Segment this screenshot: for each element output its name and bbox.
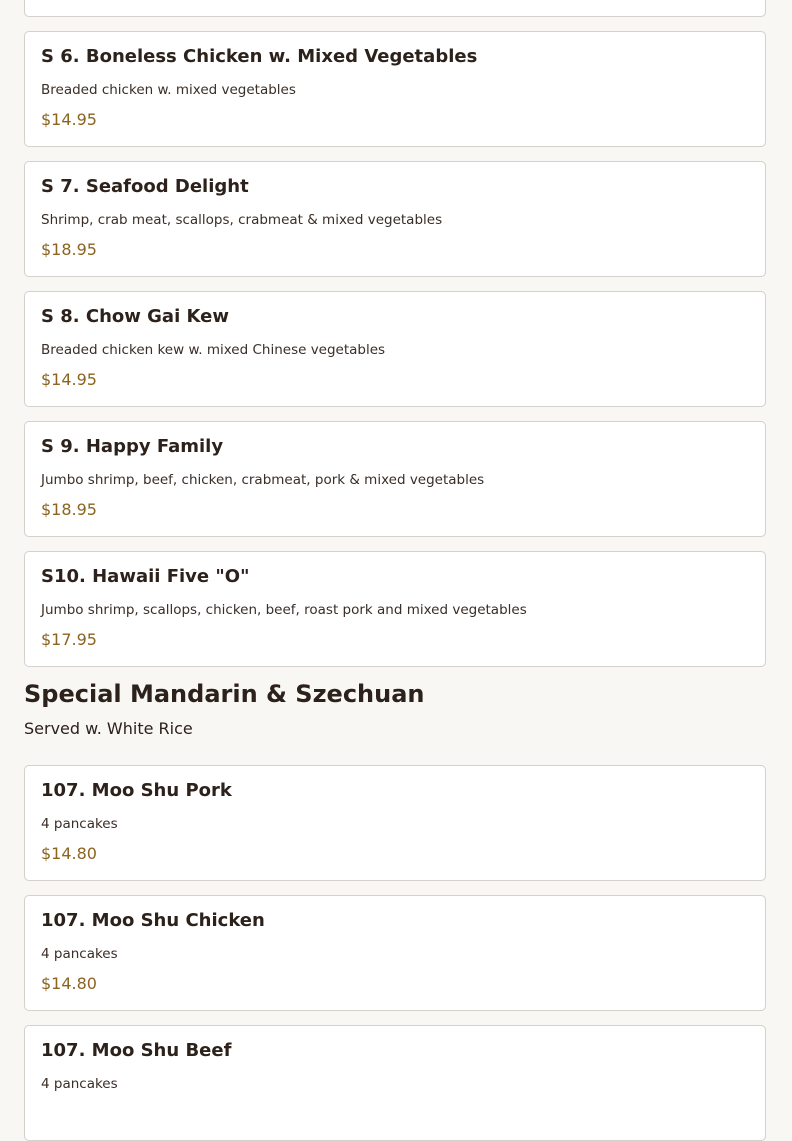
section-title: Special Mandarin & Szechuan: [24, 680, 425, 708]
menu-item-name: S 7. Seafood Delight: [41, 176, 249, 197]
menu-item-description: Breaded chicken w. mixed vegetables: [41, 82, 296, 98]
menu-item-name: 107. Moo Shu Pork: [41, 780, 232, 801]
menu-item-name: S10. Hawaii Five "O": [41, 566, 250, 587]
menu-item-name: S 8. Chow Gai Kew: [41, 306, 229, 327]
menu-item-description: Shrimp, crab meat, scallops, crabmeat & mixed vegetables: [41, 212, 443, 228]
menu-item-card[interactable]: [24, 31, 766, 147]
menu-item-description: Jumbo shrimp, scallops, chicken, beef, roast pork and mixed vegetables: [41, 602, 527, 618]
menu-item-name: S 9. Happy Family: [41, 436, 224, 457]
menu-item-description: Jumbo shrimp, beef, chicken, crabmeat, pork & mixed vegetables: [41, 472, 485, 488]
menu-item-card[interactable]: [24, 161, 766, 277]
menu-item-price: $14.80: [41, 974, 97, 993]
menu-item-description: 4 pancakes: [41, 1076, 118, 1092]
section-subtitle: Served w. White Rice: [24, 719, 193, 738]
menu-item-card[interactable]: [24, 895, 766, 1011]
menu-item-price: $14.95: [41, 110, 97, 129]
menu-item-card[interactable]: [24, 421, 766, 537]
menu-item-price: $14.80: [41, 844, 97, 863]
menu-item-price: $18.95: [41, 240, 97, 259]
menu-item-description: 4 pancakes: [41, 816, 118, 832]
menu-item-card[interactable]: [24, 765, 766, 881]
menu-item-description: Breaded chicken kew w. mixed Chinese vegetables: [41, 342, 386, 358]
menu-item-card[interactable]: [24, 551, 766, 667]
menu-item-price: $17.95: [41, 630, 97, 649]
menu-item-description: 4 pancakes: [41, 946, 118, 962]
menu-item-card[interactable]: [24, 291, 766, 407]
menu-item-name: 107. Moo Shu Beef: [41, 1040, 232, 1061]
menu-item-price: $14.95: [41, 370, 97, 389]
menu-item-name: 107. Moo Shu Chicken: [41, 910, 265, 931]
menu-item-name: S 6. Boneless Chicken w. Mixed Vegetables: [41, 46, 478, 67]
menu-item-card-partial[interactable]: [24, 0, 766, 17]
menu-item-card[interactable]: [24, 1025, 766, 1141]
menu-item-price: $18.95: [41, 500, 97, 519]
